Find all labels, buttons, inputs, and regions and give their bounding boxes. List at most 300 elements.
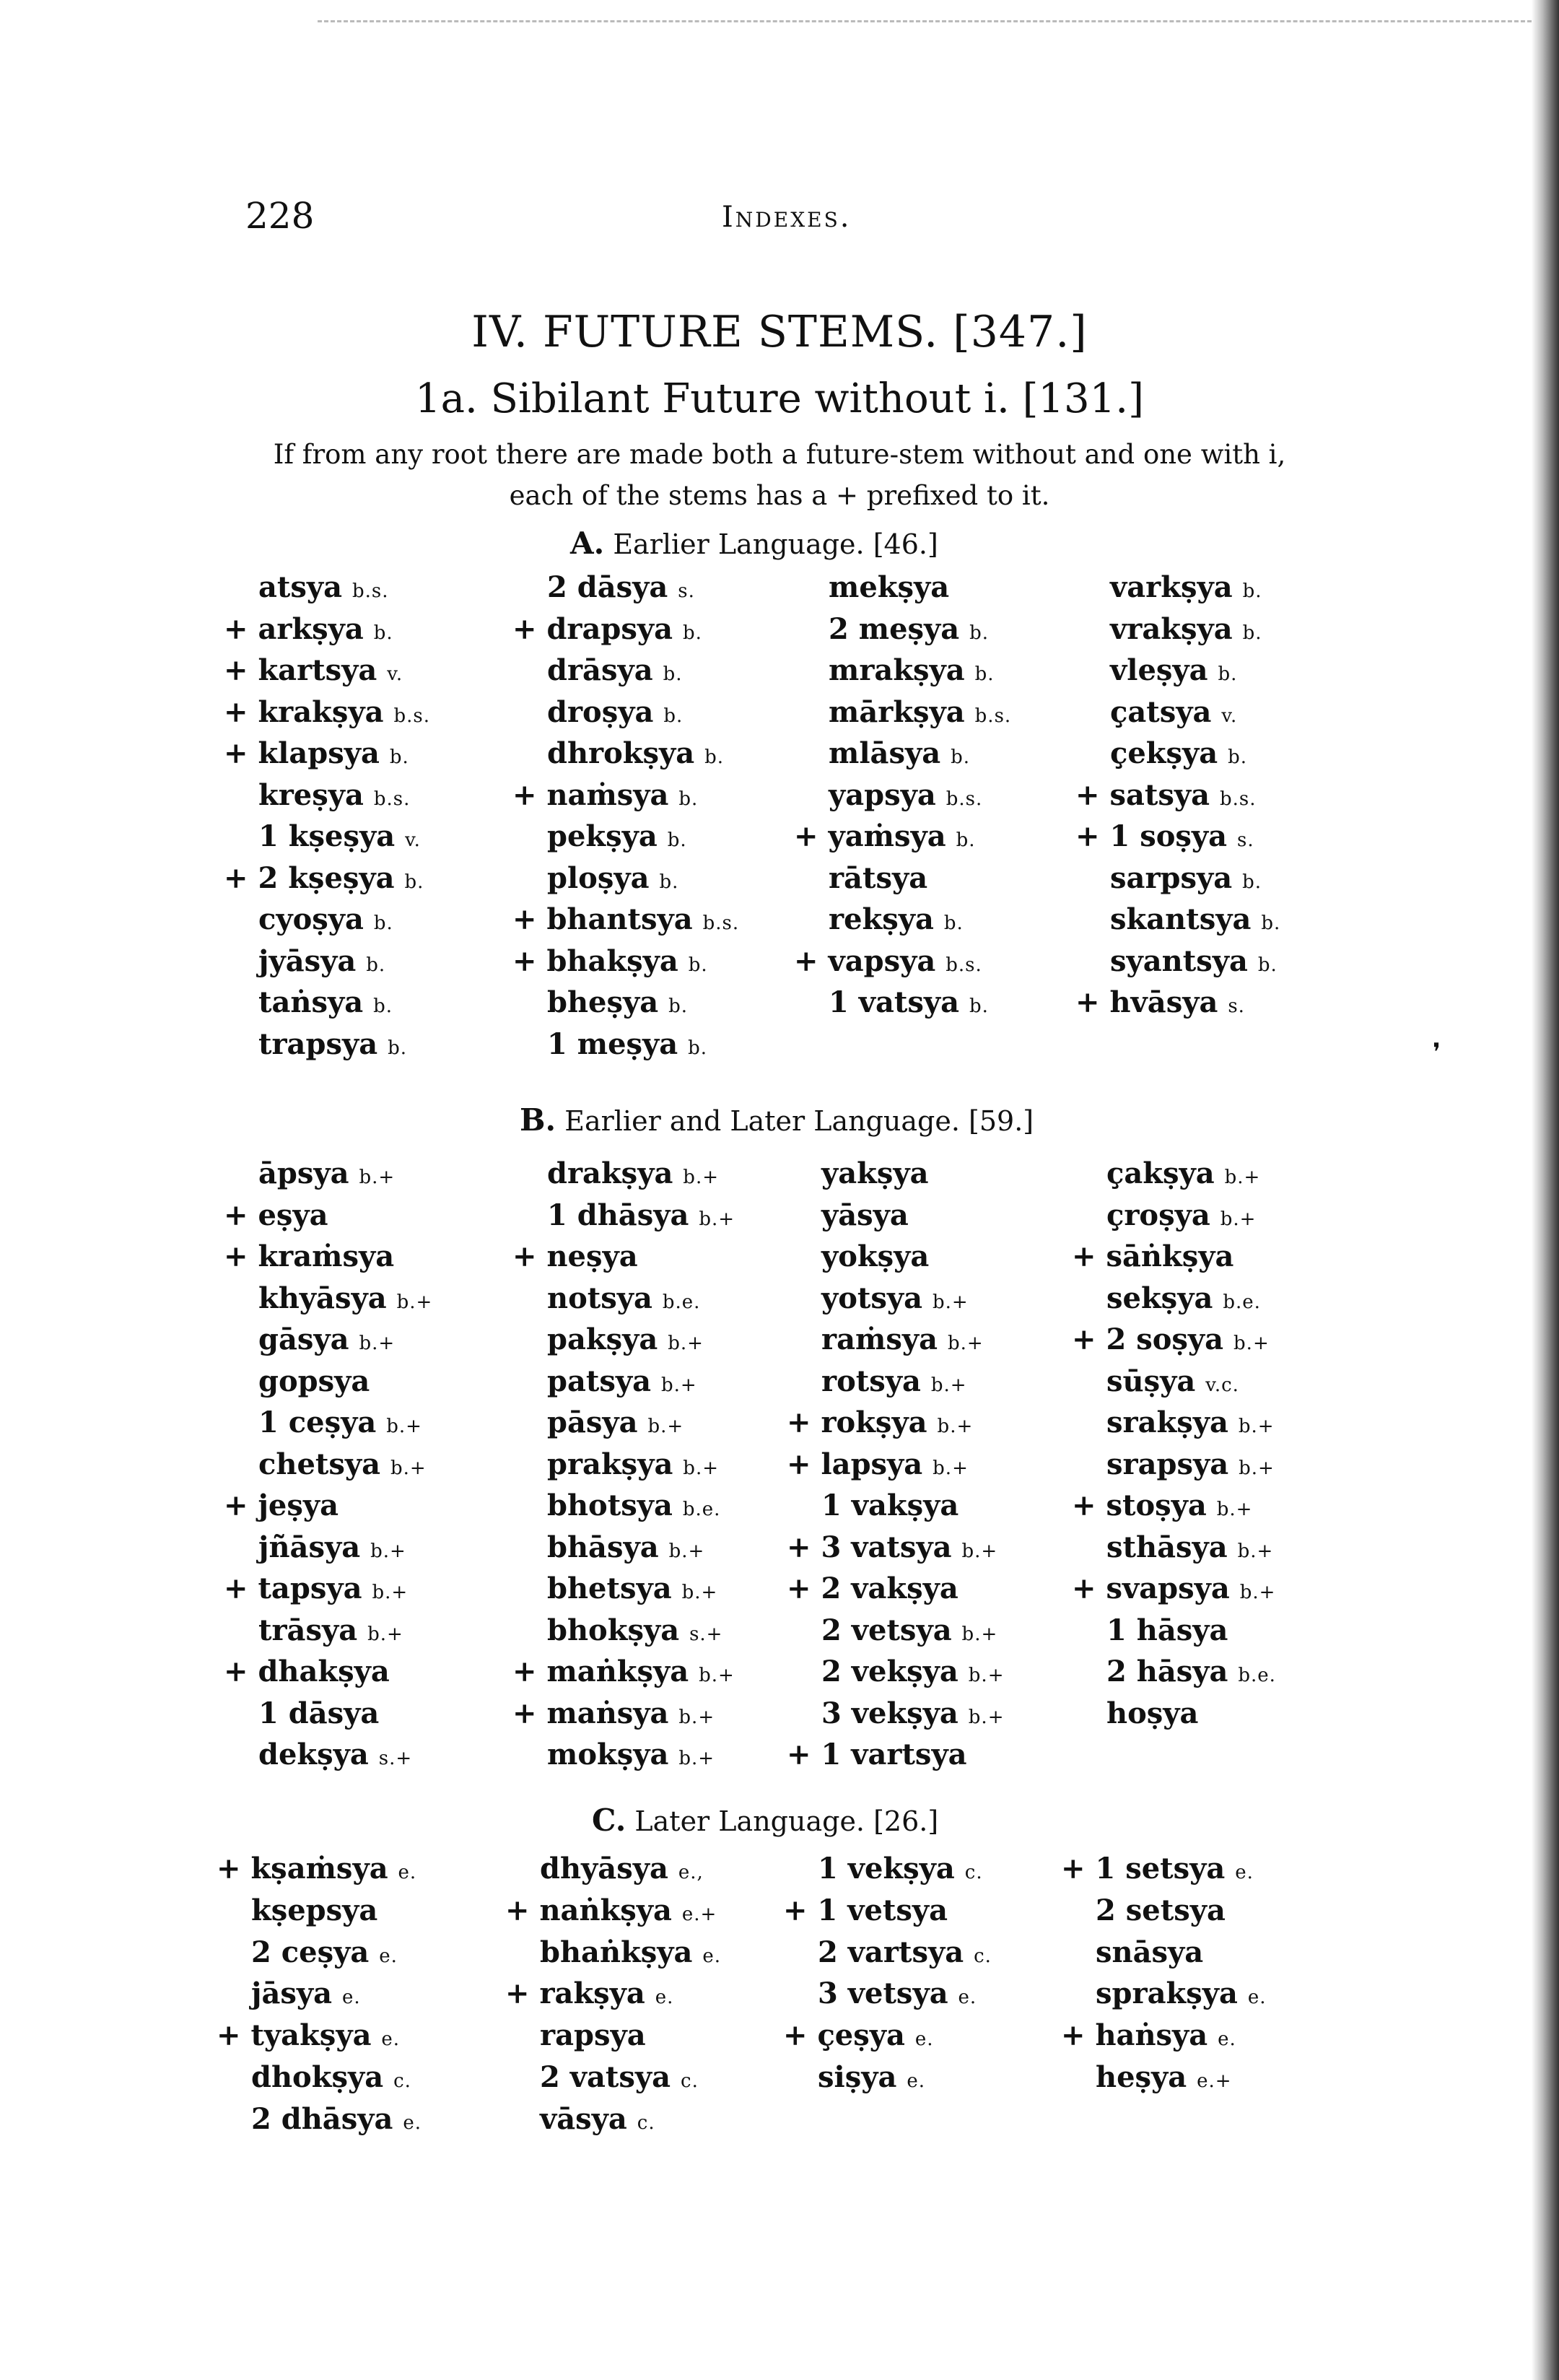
- section-a-letter: A.: [570, 526, 605, 561]
- stem-entry: [1072, 1402, 1404, 1444]
- entry-stem: çeṣya: [817, 2018, 905, 2053]
- entry-stem: 2 vekṣya: [821, 1655, 958, 1688]
- entry-stem: drakṣya: [547, 1156, 673, 1190]
- stem-entry: [787, 1527, 1119, 1569]
- entry-stem: 2 setsya: [1096, 1893, 1226, 1927]
- entry-source-abbr: b.+: [647, 1416, 684, 1437]
- entry-stem: jñāsya: [258, 1530, 361, 1564]
- scan-artifact-top: [318, 20, 1545, 25]
- entry-stem: 1 meṣya: [547, 1026, 678, 1061]
- entry-stem: 1 vetsya: [817, 1893, 948, 1927]
- entry-stem: yāsya: [821, 1198, 909, 1232]
- section-c-letter: C.: [592, 1803, 626, 1838]
- entry-source-abbr: b.+: [1224, 1167, 1261, 1188]
- entry-source-abbr: b.+: [968, 1665, 1005, 1686]
- entry-stem: 3 vekṣya: [821, 1696, 958, 1730]
- entry-source-abbr: e.: [1235, 1862, 1254, 1883]
- entry-source-abbr: b.+: [961, 1623, 998, 1645]
- stem-entry: [224, 609, 556, 650]
- entry-prefix: +: [224, 1488, 258, 1522]
- entry-stem: yokṣya: [821, 1239, 930, 1273]
- entry-source-abbr: b.+: [668, 1333, 704, 1354]
- entry-stem: pekṣya: [547, 819, 658, 853]
- stem-entry: [1072, 1153, 1404, 1195]
- entry-stem: taṅsya: [258, 985, 364, 1019]
- entry-source-abbr: b.: [663, 663, 683, 685]
- intro-line-1: If from any root there are made both a future-stem without and one with i,: [273, 439, 1286, 470]
- entry-source-abbr: b.: [956, 829, 976, 851]
- entry-source-abbr: e.: [702, 1945, 722, 1967]
- stem-entry: [224, 1024, 556, 1065]
- stem-entry: [1075, 775, 1407, 816]
- entry-source-abbr: s.: [1237, 829, 1254, 851]
- stem-entry: [224, 692, 556, 733]
- stem-entry: [1072, 1610, 1404, 1652]
- entry-stem: kṣaṁsya: [250, 1852, 388, 1886]
- entry-source-abbr: v.: [1221, 705, 1238, 727]
- entry-source-abbr: b.+: [1239, 1582, 1276, 1603]
- stem-entry: [224, 1693, 556, 1735]
- stray-mark: ❜: [1433, 1038, 1441, 1067]
- entry-source-abbr: b.e.: [1223, 1291, 1261, 1313]
- stem-entry: [1075, 692, 1407, 733]
- entry-stem: kraṁsya: [258, 1239, 395, 1273]
- entry-source-abbr: b.+: [1237, 1540, 1274, 1562]
- entry-stem: sekṣya: [1106, 1281, 1213, 1315]
- stem-entry: [1072, 1651, 1404, 1693]
- stem-entry: [1075, 899, 1407, 941]
- entry-prefix: +: [787, 1738, 821, 1771]
- section-b-col-1: [224, 1153, 556, 1776]
- section-a-col-1: [224, 567, 556, 1065]
- entry-source-abbr: b.: [951, 746, 970, 768]
- entry-source-abbr: e.: [381, 2028, 401, 2051]
- entry-stem: dhakṣya: [258, 1655, 390, 1688]
- entry-stem: vrakṣya: [1110, 611, 1233, 646]
- entry-prefix: +: [217, 2018, 251, 2053]
- entry-source-abbr: b.+: [1239, 1457, 1275, 1479]
- entry-prefix: +: [1075, 777, 1110, 812]
- entry-source-abbr: b.: [974, 663, 995, 685]
- stem-entry: [224, 1485, 556, 1527]
- entry-source-abbr: b.+: [372, 1582, 409, 1603]
- entry-stem: naṁsya: [546, 777, 669, 812]
- intro-line-2: each of the stems has a + prefixed to it.: [509, 480, 1050, 511]
- entry-source-abbr: b.: [688, 954, 708, 976]
- stem-entry: [224, 1402, 556, 1444]
- entry-stem: mekṣya: [829, 570, 950, 604]
- entry-source-abbr: b.: [943, 912, 964, 934]
- entry-source-abbr: b.: [659, 871, 679, 893]
- entry-stem: çakṣya: [1106, 1156, 1215, 1190]
- entry-source-abbr: b.+: [660, 1374, 697, 1396]
- entry-source-abbr: b.e.: [682, 1499, 721, 1520]
- entry-prefix: +: [505, 1976, 540, 2011]
- entry-source-abbr: b.: [1261, 912, 1281, 934]
- stem-entry: [1075, 858, 1407, 899]
- entry-stem: dhokṣya: [251, 2059, 384, 2094]
- entry-stem: rapsya: [540, 2018, 646, 2053]
- entry-source-abbr: b.+: [933, 1291, 969, 1313]
- section-a-label: Earlier Language. [46.]: [613, 528, 938, 560]
- entry-stem: vāsya: [540, 2101, 627, 2136]
- stem-entry: [1075, 650, 1407, 692]
- stem-entry: [787, 1236, 1119, 1278]
- stem-entry: [224, 650, 556, 692]
- entry-source-abbr: b.+: [947, 1333, 984, 1354]
- entry-stem: bhetsya: [547, 1572, 672, 1605]
- entry-stem: neṣya: [546, 1239, 638, 1273]
- stem-entry: [224, 1236, 556, 1278]
- entry-prefix: +: [1072, 1488, 1106, 1522]
- entry-source-abbr: b.+: [699, 1208, 735, 1230]
- entry-prefix: +: [787, 1447, 821, 1481]
- stem-entry: [224, 1527, 556, 1569]
- entry-source-abbr: b.+: [683, 1167, 719, 1188]
- stem-entry: [787, 1278, 1119, 1320]
- entry-prefix: +: [512, 943, 547, 978]
- stem-entry: [1072, 1278, 1404, 1320]
- stem-entry: [224, 941, 556, 982]
- entry-source-abbr: b.+: [370, 1540, 406, 1562]
- stem-entry: [512, 1024, 844, 1065]
- entry-source-abbr: b.: [1242, 580, 1262, 602]
- entry-source-abbr: b.+: [678, 1748, 715, 1769]
- entry-source-abbr: b.: [404, 871, 424, 893]
- entry-stem: naṅkṣya: [539, 1893, 672, 1927]
- entry-stem: sthāsya: [1106, 1530, 1228, 1564]
- entry-stem: yapsya: [829, 777, 936, 812]
- entry-stem: notsya: [547, 1281, 652, 1315]
- stem-entry: [787, 1444, 1119, 1486]
- entry-prefix: +: [224, 1655, 258, 1688]
- entry-stem: klapsya: [258, 736, 380, 770]
- entry-source-abbr: e.+: [1197, 2070, 1232, 2092]
- entry-prefix: +: [783, 1893, 818, 1927]
- stem-entry: [224, 1444, 556, 1486]
- entry-prefix: +: [1072, 1322, 1106, 1356]
- entry-prefix: +: [794, 819, 829, 853]
- entry-stem: heṣya: [1096, 2059, 1187, 2094]
- entry-prefix: +: [1075, 819, 1110, 853]
- stem-entry: [505, 2098, 837, 2140]
- entry-source-abbr: b.+: [396, 1291, 433, 1313]
- entry-source-abbr: b.: [373, 995, 393, 1017]
- entry-stem: dekṣya: [258, 1738, 369, 1771]
- stem-entry: [1072, 1444, 1404, 1486]
- entry-source-abbr: b.+: [961, 1540, 998, 1562]
- stem-entry: [1061, 1848, 1393, 1890]
- entry-stem: syantsya: [1110, 943, 1248, 978]
- section-b-col-3: [787, 1153, 1119, 1776]
- entry-prefix: +: [1061, 2018, 1096, 2053]
- section-title: IV. FUTURE STEMS. [347.]: [471, 307, 1088, 357]
- entry-stem: yaṁsya: [828, 819, 946, 853]
- entry-source-abbr: b.: [373, 912, 393, 934]
- entry-stem: 2 meṣya: [829, 611, 960, 646]
- entry-source-abbr: b.: [678, 788, 699, 810]
- entry-stem: gāsya: [258, 1322, 349, 1356]
- entry-source-abbr: v.c.: [1205, 1374, 1239, 1396]
- entry-source-abbr: b.+: [937, 1416, 974, 1437]
- entry-stem: prakṣya: [547, 1447, 673, 1481]
- entry-stem: 2 vakṣya: [821, 1572, 958, 1605]
- stem-entry: [787, 1693, 1119, 1735]
- entry-source-abbr: b.: [1257, 954, 1278, 976]
- entry-stem: sūṣya: [1106, 1364, 1196, 1398]
- page-number: 228: [245, 195, 315, 237]
- stem-entry: [1072, 1319, 1404, 1361]
- entry-stem: tapsya: [258, 1572, 362, 1605]
- entry-source-abbr: b.: [688, 1037, 708, 1059]
- entry-prefix: +: [224, 736, 258, 770]
- entry-prefix: +: [1075, 985, 1110, 1019]
- entry-source-abbr: e.: [958, 1987, 977, 2009]
- entry-prefix: +: [224, 653, 258, 687]
- stem-entry: [1072, 1527, 1404, 1569]
- entry-stem: hvāsya: [1109, 985, 1218, 1019]
- entry-stem: rātsya: [829, 860, 928, 895]
- entry-stem: stoṣya: [1106, 1488, 1207, 1522]
- stem-entry: [1075, 567, 1407, 609]
- entry-prefix: +: [512, 611, 547, 646]
- entry-stem: 2 vatsya: [540, 2059, 671, 2094]
- stem-entry: [217, 2015, 549, 2057]
- entry-source-abbr: b.+: [390, 1457, 427, 1479]
- entry-stem: atsya: [258, 570, 343, 604]
- entry-stem: trapsya: [258, 1026, 378, 1061]
- entry-prefix: +: [783, 2018, 818, 2053]
- entry-stem: maṅkṣya: [546, 1655, 689, 1688]
- entry-source-abbr: s.+: [378, 1748, 413, 1769]
- entry-source-abbr: b.s.: [373, 788, 411, 810]
- entry-source-abbr: e.: [1218, 2028, 1236, 2051]
- entry-stem: sprakṣya: [1096, 1976, 1238, 2011]
- entry-stem: 1 vartsya: [821, 1738, 967, 1771]
- entry-source-abbr: b.: [667, 829, 687, 851]
- entry-stem: 1 vakṣya: [821, 1488, 959, 1522]
- entry-stem: 2 dāsya: [547, 570, 668, 604]
- entry-source-abbr: e.: [655, 1987, 674, 2009]
- stem-entry: [787, 1319, 1119, 1361]
- stem-entry: [224, 1610, 556, 1652]
- entry-source-abbr: b.+: [1216, 1499, 1253, 1520]
- entry-source-abbr: b.s.: [352, 580, 389, 602]
- entry-source-abbr: b.: [388, 1037, 407, 1059]
- stem-entry: [787, 1153, 1119, 1195]
- section-c-label: Later Language. [26.]: [634, 1805, 939, 1837]
- entry-stem: vleṣya: [1110, 653, 1208, 687]
- entry-source-abbr: b.: [969, 995, 989, 1017]
- stem-entry: [787, 1402, 1119, 1444]
- entry-stem: arkṣya: [258, 611, 364, 646]
- entry-stem: bhokṣya: [547, 1613, 680, 1647]
- entry-source-abbr: e.: [342, 1987, 361, 2009]
- entry-source-abbr: b.+: [683, 1457, 719, 1479]
- entry-stem: bhāsya: [547, 1530, 659, 1564]
- entry-source-abbr: e.: [403, 2111, 422, 2134]
- section-b-heading: [520, 1102, 1034, 1138]
- stem-entry: [224, 1568, 556, 1610]
- entry-source-abbr: b.+: [367, 1623, 403, 1645]
- running-head: Indexes.: [722, 201, 852, 234]
- stem-entry: [787, 1195, 1119, 1237]
- entry-source-abbr: b.s.: [1219, 788, 1257, 810]
- section-a-col-4: [1075, 567, 1407, 1024]
- entry-source-abbr: b.+: [386, 1416, 422, 1437]
- entry-stem: drāsya: [547, 653, 653, 687]
- entry-prefix: +: [787, 1572, 821, 1605]
- entry-source-abbr: b.+: [359, 1333, 396, 1354]
- entry-stem: maṅsya: [546, 1696, 669, 1730]
- section-c-col-1: [217, 1848, 549, 2140]
- section-b-col-4: [1072, 1153, 1404, 1734]
- stem-entry: [217, 1890, 549, 1932]
- entry-stem: bhantsya: [546, 902, 693, 936]
- entry-stem: 1 soṣya: [1109, 819, 1228, 853]
- stem-entry: [224, 775, 556, 816]
- section-b-letter: B.: [520, 1102, 556, 1138]
- stem-entry: [217, 1973, 549, 2015]
- entry-stem: çatsya: [1110, 694, 1212, 729]
- entry-source-abbr: b.s.: [946, 788, 983, 810]
- entry-source-abbr: b.s.: [946, 954, 982, 976]
- subsection-title: 1a. Sibilant Future without i. [131.]: [415, 375, 1144, 422]
- entry-source-abbr: v.: [405, 829, 421, 851]
- entry-stem: vapsya: [828, 943, 936, 978]
- entry-stem: pakṣya: [547, 1322, 658, 1356]
- stem-entry: [224, 816, 556, 858]
- stem-entry: [224, 1651, 556, 1693]
- entry-stem: trāsya: [258, 1613, 358, 1647]
- entry-stem: 2 soṣya: [1106, 1322, 1224, 1356]
- stem-entry: [1075, 609, 1407, 650]
- entry-stem: çroṣya: [1106, 1198, 1210, 1232]
- entry-source-abbr: e.: [1247, 1987, 1267, 2009]
- entry-stem: srapsya: [1106, 1447, 1229, 1481]
- entry-stem: lapsya: [821, 1447, 923, 1481]
- entry-source-abbr: c.: [964, 1862, 983, 1883]
- stem-entry: [787, 1734, 1119, 1776]
- entry-source-abbr: b.+: [1238, 1416, 1275, 1437]
- stem-entry: [1072, 1236, 1404, 1278]
- entry-prefix: +: [787, 1405, 821, 1439]
- entry-stem: kreṣya: [258, 777, 364, 812]
- stem-entry: [217, 1848, 549, 1890]
- entry-stem: haṅsya: [1095, 2018, 1208, 2053]
- stem-entry: [1061, 1932, 1393, 1974]
- entry-stem: jyāsya: [258, 943, 357, 978]
- entry-stem: 1 setsya: [1095, 1852, 1226, 1886]
- entry-stem: 2 kṣeṣya: [258, 860, 395, 895]
- stem-entry: [1072, 1568, 1404, 1610]
- stem-entry: [1061, 2015, 1393, 2057]
- entry-source-abbr: b.: [663, 705, 684, 727]
- entry-stem: snāsya: [1096, 1935, 1204, 1969]
- stem-entry: [224, 1153, 556, 1195]
- entry-prefix: +: [794, 943, 829, 978]
- entry-prefix: +: [1061, 1852, 1096, 1886]
- entry-source-abbr: e.: [379, 1945, 398, 1967]
- entry-stem: patsya: [547, 1364, 652, 1398]
- stem-entry: [1075, 816, 1407, 858]
- entry-prefix: +: [512, 1696, 547, 1730]
- entry-stem: 1 kṣeṣya: [258, 819, 396, 853]
- entry-source-abbr: b.+: [359, 1167, 396, 1188]
- stem-entry: [224, 1319, 556, 1361]
- stem-entry: [1061, 2057, 1393, 2098]
- entry-stem: mrakṣya: [829, 653, 965, 687]
- stem-entry: [1061, 1973, 1393, 2015]
- entry-prefix: +: [224, 611, 258, 646]
- stem-entry: [1072, 1195, 1404, 1237]
- entry-source-abbr: e.: [907, 2070, 925, 2092]
- entry-prefix: +: [217, 1852, 251, 1886]
- entry-stem: 1 ceṣya: [258, 1405, 377, 1439]
- entry-stem: varkṣya: [1110, 570, 1233, 604]
- entry-prefix: +: [512, 777, 547, 812]
- entry-source-abbr: b.+: [668, 1540, 705, 1562]
- entry-prefix: +: [224, 860, 258, 895]
- stem-entry: [224, 567, 556, 609]
- entry-source-abbr: b.: [1218, 663, 1238, 685]
- entry-stem: çekṣya: [1110, 736, 1218, 770]
- entry-source-abbr: c.: [393, 2070, 411, 2092]
- entry-source-abbr: e.+: [681, 1903, 717, 1925]
- entry-stem: 1 vekṣya: [818, 1852, 955, 1886]
- entry-source-abbr: b.: [1242, 622, 1262, 644]
- entry-stem: jeṣya: [258, 1488, 339, 1522]
- entry-stem: bheṣya: [547, 985, 659, 1019]
- entry-stem: bhotsya: [547, 1488, 673, 1522]
- entry-stem: gopsya: [258, 1364, 370, 1398]
- entry-source-abbr: b.e.: [662, 1291, 701, 1313]
- entry-source-abbr: s.: [678, 580, 695, 602]
- stem-entry: [787, 1651, 1119, 1693]
- entry-prefix: +: [224, 1572, 258, 1605]
- entry-source-abbr: b.: [969, 622, 990, 644]
- entry-source-abbr: e.,: [678, 1862, 704, 1883]
- stem-entry: [224, 1278, 556, 1320]
- entry-source-abbr: s.+: [689, 1623, 723, 1645]
- stem-entry: [224, 1734, 556, 1776]
- entry-stem: mlāsya: [829, 736, 941, 770]
- entry-stem: raṁsya: [821, 1322, 938, 1356]
- entry-stem: rotsya: [821, 1364, 921, 1398]
- entry-source-abbr: b.+: [930, 1374, 967, 1396]
- entry-source-abbr: b.+: [699, 1665, 735, 1686]
- entry-stem: sāṅkṣya: [1106, 1239, 1234, 1273]
- entry-source-abbr: b.+: [968, 1706, 1005, 1728]
- entry-stem: 1 vatsya: [829, 985, 960, 1019]
- entry-stem: siṣya: [818, 2059, 897, 2094]
- entry-stem: svapsya: [1106, 1572, 1230, 1605]
- entry-stem: bhakṣya: [546, 943, 678, 978]
- stem-entry: [224, 1195, 556, 1237]
- stem-entry: [787, 1610, 1119, 1652]
- entry-source-abbr: s.: [1228, 995, 1245, 1017]
- entry-source-abbr: b.: [373, 622, 393, 644]
- entry-prefix: +: [512, 902, 547, 936]
- entry-source-abbr: c.: [974, 1945, 992, 1967]
- stem-entry: [224, 733, 556, 775]
- stem-entry: [224, 982, 556, 1024]
- entry-prefix: +: [224, 1239, 258, 1273]
- entry-stem: cyoṣya: [258, 902, 364, 936]
- entry-stem: skantsya: [1110, 902, 1252, 936]
- entry-stem: rokṣya: [821, 1405, 927, 1439]
- entry-stem: dhrokṣya: [547, 736, 695, 770]
